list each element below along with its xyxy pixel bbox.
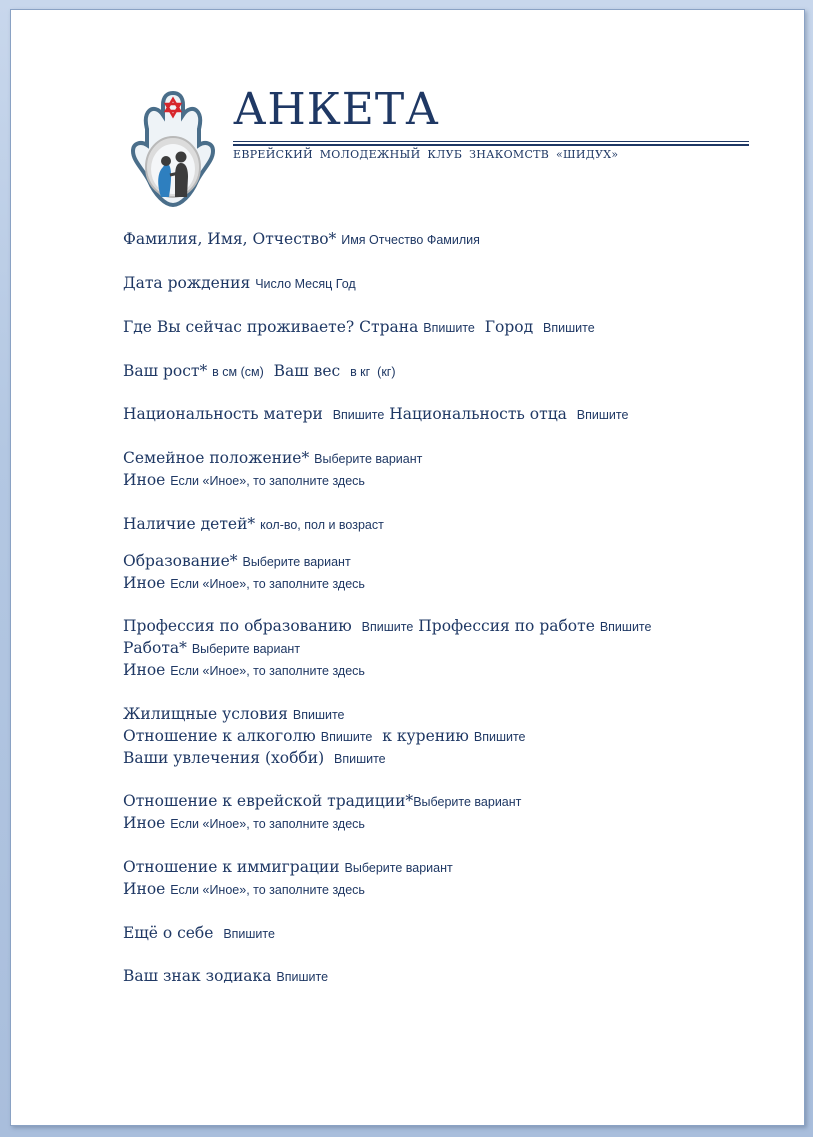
field-row-hobby [123, 748, 386, 769]
weight-label: Ваш вес [273, 362, 341, 380]
field-row-work-other [123, 660, 365, 681]
work-other-input[interactable]: Если «Иное», то заполните здесь [170, 664, 365, 678]
mother-nationality-label: Национальность матери [123, 405, 323, 423]
field-row-zodiac [123, 966, 328, 987]
education-label: Образование* [123, 552, 238, 570]
smoking-input[interactable]: Впишите [473, 730, 526, 744]
field-row-work [123, 638, 300, 659]
work-label: Работа* [123, 639, 187, 657]
work-select[interactable]: Выберите вариант [191, 642, 301, 656]
profession-work-input[interactable]: Впишите [599, 620, 652, 634]
father-nationality-input[interactable]: Впишите [576, 408, 629, 422]
education-select[interactable]: Выберите вариант [242, 555, 351, 569]
education-other-label: Иное [123, 574, 166, 592]
marital-other-label: Иное [123, 471, 166, 489]
field-row-immigration [123, 857, 453, 878]
country-label: Где Вы сейчас проживаете? Страна [123, 318, 419, 336]
field-row-education [123, 551, 351, 572]
immigration-other-input[interactable]: Если «Иное», то заполните здесь [170, 883, 365, 897]
alcohol-label: Отношение к алкоголю [123, 727, 316, 745]
field-row-nationality [123, 404, 628, 425]
field-row-residence [123, 317, 595, 338]
tradition-select[interactable]: Выберите вариант [413, 795, 522, 809]
title-rule-thick [233, 144, 749, 146]
height-input[interactable]: в см (см) [212, 365, 264, 379]
field-row-habits [123, 726, 526, 747]
tradition-label: Отношение к еврейской традиции* [123, 792, 414, 810]
housing-input[interactable]: Впишите [292, 708, 345, 722]
field-row-birth [123, 273, 356, 294]
hamsa-logo-icon [123, 85, 223, 209]
about-input[interactable]: Впишите [223, 927, 275, 941]
mother-nationality-input[interactable]: Впишите [332, 408, 385, 422]
about-label: Ещё о себе [123, 924, 214, 942]
title-rule [233, 141, 749, 142]
page-title: АНКЕТА [233, 84, 440, 135]
field-row-children [123, 514, 384, 535]
field-row-immigration-other [123, 879, 365, 900]
height-label: Ваш рост* [123, 362, 208, 380]
children-label: Наличие детей* [123, 515, 256, 533]
marital-other-input[interactable]: Если «Иное», то заполните здесь [170, 474, 365, 488]
work-other-label: Иное [123, 661, 166, 679]
birth-label: Дата рождения [123, 274, 251, 292]
fio-label: Фамилия, Имя, Отчество* [123, 230, 337, 248]
hobby-input[interactable]: Впишите [333, 752, 386, 766]
weight-input[interactable]: в кг (кг) [350, 365, 396, 379]
education-other-input[interactable]: Если «Иное», то заполните здесь [170, 577, 365, 591]
marital-label: Семейное положение* [123, 449, 310, 467]
city-input[interactable]: Впишите [543, 321, 595, 335]
immigration-select[interactable]: Выберите вариант [344, 861, 453, 875]
immigration-label: Отношение к иммиграции [123, 858, 340, 876]
city-label: Город [484, 318, 534, 336]
tradition-other-input[interactable]: Если «Иное», то заполните здесь [170, 817, 365, 831]
field-row-profession [123, 616, 651, 637]
housing-label: Жилищные условия [123, 705, 288, 723]
field-row-education-other [123, 573, 365, 594]
birth-input[interactable]: Число Месяц Год [255, 277, 356, 291]
field-row-fio [123, 229, 480, 250]
tradition-other-label: Иное [123, 814, 166, 832]
smoking-label: к курению [382, 727, 469, 745]
hobby-label: Ваши увлечения (хобби) [123, 749, 325, 767]
marital-select[interactable]: Выберите вариант [314, 452, 423, 466]
alcohol-input[interactable]: Впишите [320, 730, 373, 744]
field-row-tradition-other [123, 813, 365, 834]
field-row-marital [123, 448, 422, 469]
field-row-marital-other [123, 470, 365, 491]
field-row-about [123, 923, 275, 944]
father-nationality-label: Национальность отца [389, 405, 567, 423]
zodiac-input[interactable]: Впишите [276, 970, 329, 984]
page-subtitle: ЕВРЕЙСКИЙ МОЛОДЕЖНЫЙ КЛУБ ЗНАКОМСТВ «ШИДУХ» [233, 148, 619, 161]
field-row-housing [123, 704, 345, 725]
immigration-other-label: Иное [123, 880, 166, 898]
country-input[interactable]: Впишите [423, 321, 475, 335]
field-row-tradition [123, 791, 521, 812]
document-page [10, 9, 805, 1126]
children-input[interactable]: кол-во, пол и возраст [260, 518, 384, 532]
profession-education-label: Профессия по образованию [123, 617, 352, 635]
field-row-height-weight [123, 361, 396, 382]
profession-education-input[interactable]: Впишите [361, 620, 414, 634]
profession-work-label: Профессия по работе [418, 617, 595, 635]
fio-input[interactable]: Имя Отчество Фамилия [341, 233, 480, 247]
zodiac-label: Ваш знак зодиака [123, 967, 272, 985]
